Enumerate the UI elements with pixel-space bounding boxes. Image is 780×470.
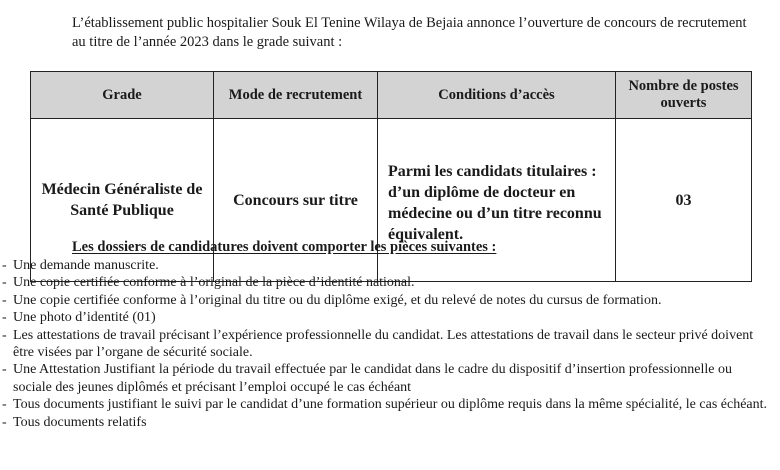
cell-postes: 03 bbox=[616, 119, 752, 282]
header-grade: Grade bbox=[31, 72, 214, 119]
list-item-text: Une photo d’identité (01) bbox=[13, 310, 156, 326]
list-item: - Les attestations de travail précisant l’expérience professionnelle du candidat. Les attestations de travail dans le secteur privé doivent être visées par l’organe de sécurité sociale. bbox=[2, 327, 754, 361]
list-item-text: Tous documents relatifs bbox=[13, 414, 147, 430]
list-item-text: Les attestations de travail précisant l’expérience professionnelle du candidat. Les attestations de travail dans le secteur privé doivent être visées par l’organe de sécurité sociale. bbox=[13, 327, 754, 361]
list-item-text: Une demande manuscrite. bbox=[13, 258, 159, 273]
cell-conditions: Parmi les candidats titulaires : d’un diplôme de docteur en médecine ou d’un titre reconnu équivalent. bbox=[378, 119, 616, 282]
announcement-intro bbox=[72, 14, 762, 52]
intro-text: L’établissement public hospitalier Souk El Tenine Wilaya de Bejaia annonce l’ouverture de concours de recrutement au titre de l’année 2023 dans le grade suivant : bbox=[72, 15, 747, 50]
list-item: - Une demande manuscrite. bbox=[2, 258, 159, 273]
header-mode: Mode de recrutement bbox=[214, 72, 378, 119]
documents-heading: Les dossiers de candidatures doivent comporter les pièces suivantes : bbox=[72, 239, 497, 255]
list-item-text: Une Attestation Justifiant la période du travail effectuée par le candidat dans le cadre du dispositif d’insertion professionnelle ou sociale des jeunes diplômés et précisant l’emploi occupé le cas échéant bbox=[13, 362, 732, 395]
list-item: - Une copie certifiée conforme à l’original de la pièce d’identité national. bbox=[2, 275, 415, 291]
list-item: - Une photo d’identité (01) bbox=[2, 310, 156, 326]
cell-mode: Concours sur titre bbox=[214, 119, 378, 282]
list-item: - Une Attestation Justifiant la période du travail effectuée par le candidat dans le cadre du dispositif d’insertion professionnelle ou sociale des jeunes diplômés et précisant l’emploi occupé le cas échéant bbox=[2, 362, 732, 395]
list-item-text: Tous documents justifiant le suivi par le candidat d’une formation supérieur ou diplôme requis dans la même spécialité, le cas échéant. bbox=[13, 397, 768, 413]
list-item: - Tous documents justifiant le suivi par le candidat d’une formation supérieur ou diplôme requis dans la même spécialité, le cas échéant. bbox=[2, 397, 768, 413]
list-item: - Une copie certifiée conforme à l’original du titre ou du diplôme exigé, et du relevé de notes du cursus de formation. bbox=[2, 292, 662, 308]
header-conditions: Conditions d’accès bbox=[378, 72, 616, 119]
documents-list bbox=[2, 257, 772, 431]
list-item: - Tous documents relatifs bbox=[2, 414, 147, 430]
cell-grade: Médecin Généraliste de Santé Publique bbox=[31, 119, 214, 282]
list-item-text: Une copie certifiée conforme à l’original du titre ou du diplôme exigé, et du relevé de notes du cursus de formation. bbox=[13, 292, 662, 308]
table-header-row bbox=[31, 72, 752, 119]
list-item-text: Une copie certifiée conforme à l’original de la pièce d’identité national. bbox=[13, 275, 415, 291]
header-postes: Nombre de postes ouverts bbox=[616, 72, 752, 119]
